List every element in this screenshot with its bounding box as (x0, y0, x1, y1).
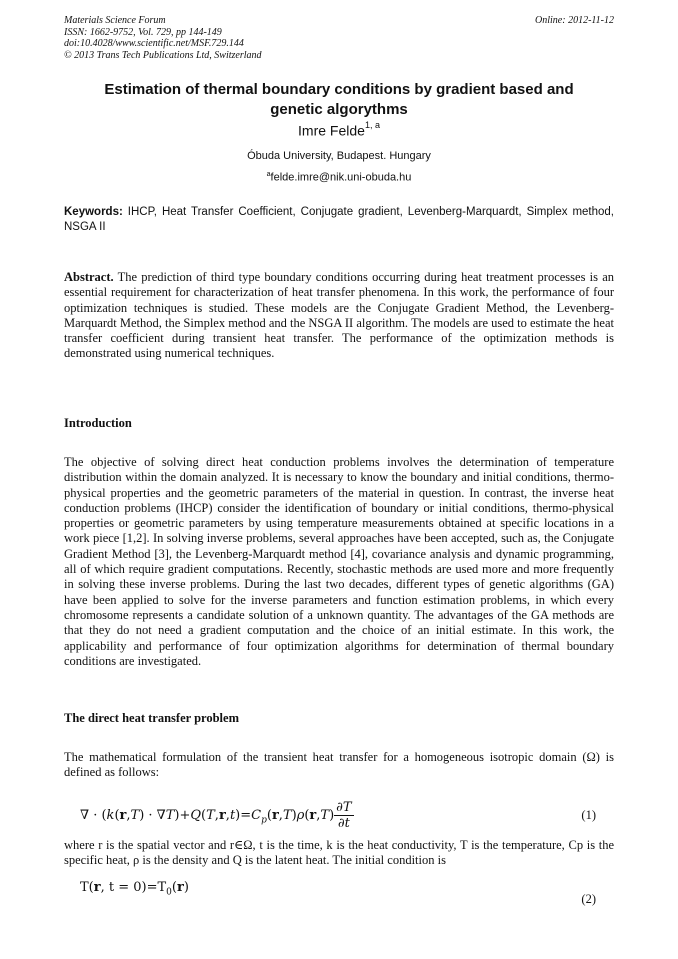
journal-name: Materials Science Forum (64, 15, 166, 26)
keywords-text: IHCP, Heat Transfer Coefficient, Conjugate gradient, Levenberg-Marquardt, Simplex method, NSGA II (64, 206, 614, 233)
direct-problem-heading: The direct heat transfer problem (64, 711, 239, 725)
abstract-text: The prediction of third type boundary conditions occurring during heat treatment processes is an essential requirement for characterization of heat transfer phenomena. In this work, the performance of four optimization techniques is studied. These models are the Conjugate Gradient Method, the Levenberg-Marquardt Method, the Simplex method and the NSGA II algorithm. The models are used to estimate the heat transfer coefficient during transient heat transfer. The performance of the optimization methods is demonstrated using numerical techniques. (64, 270, 614, 361)
email-line (0, 171, 678, 184)
abstract-label: Abstract. (64, 270, 114, 284)
equation-1-number: (1) (581, 808, 596, 822)
online-date: Online: 2012-11-12 (535, 15, 614, 26)
introduction-body: The objective of solving direct heat conduction problems involves the determination of temperature distribution within the domain analyzed. It is necessary to know the boundary and initial conditions, thermo-physical properties and the geometric parameters of the material in question. In contrast, the inverse heat conduction problems (IHCP) consider the identification of boundary or initial conditions, thermo-physical properties or geometric parameters by using temperature measurements obtained at specific locations in a work piece [1,2]. In solving inverse problems, several approaches have been accepted, such as, the Conjugate Gradient Method [3], the Levenberg-Marquardt method [4], covariance analysis and dynamic programming, all of which require gradient computations. Recently, stochastic methods are used more and more frequently in solving these inverse problems. During the last two decades, different types of genetic algorithms (GA) have been applied to solve for the inverse parameters and function estimation problems, in which every chromosome represents a candidate solution of a unknown quantity. The advantages of the GA methods are that they do not need a gradient computation and the choice of an initial estimate. In this work, the applicability and performance of four optimization algorithms for determination of thermal boundary conditions are investigated. (64, 455, 614, 668)
abstract (64, 270, 614, 362)
direct-problem-text: The mathematical formulation of the transient heat transfer for a homogeneous isotropic domain (Ω) is defined as follows: (64, 750, 614, 780)
author-name: Imre Felde (298, 122, 365, 139)
equation-2: T(r, $t = 0)=T_0(r)$ (80, 880, 189, 898)
variable-definitions: where r is the spatial vector and r∈Ω, t is the time, k is the heat conductivity, T is the temperature, Cp is the specific heat, ρ is the density and Q is the latent heat. The initial condition is (64, 838, 614, 868)
email-sup: a (266, 171, 271, 178)
author-line (0, 122, 678, 139)
doi-line[interactable]: doi:10.4028/www.scientific.net/MSF.729.144 (64, 38, 244, 49)
equation-1: ∇ · $(k(r,T) \cdot \nabla T)+Q(T,r,t)=C_p(r,T)\rho(r,T)$ $\frac{\partial T}{\partial t}$ (80, 800, 352, 831)
author-sup: 1, a (364, 120, 380, 130)
paper-title: Estimation of thermal boundary conditions by gradient based and genetic algorythms (104, 81, 574, 118)
issn-line: ISSN: 1662-9752, Vol. 729, pp 144-149 (64, 26, 222, 38)
keywords-label: Keywords: (64, 206, 123, 218)
keywords (64, 205, 614, 235)
affiliation: Óbuda University, Budapest. Hungary (247, 150, 431, 162)
equation-2-number: (2) (581, 892, 596, 906)
introduction-heading: Introduction (64, 416, 132, 430)
copyright-line: © 2013 Trans Tech Publications Ltd, Switzerland (64, 49, 262, 61)
email-address[interactable]: felde.imre@nik.uni-obuda.hu (270, 171, 412, 184)
journal-header (64, 15, 262, 61)
